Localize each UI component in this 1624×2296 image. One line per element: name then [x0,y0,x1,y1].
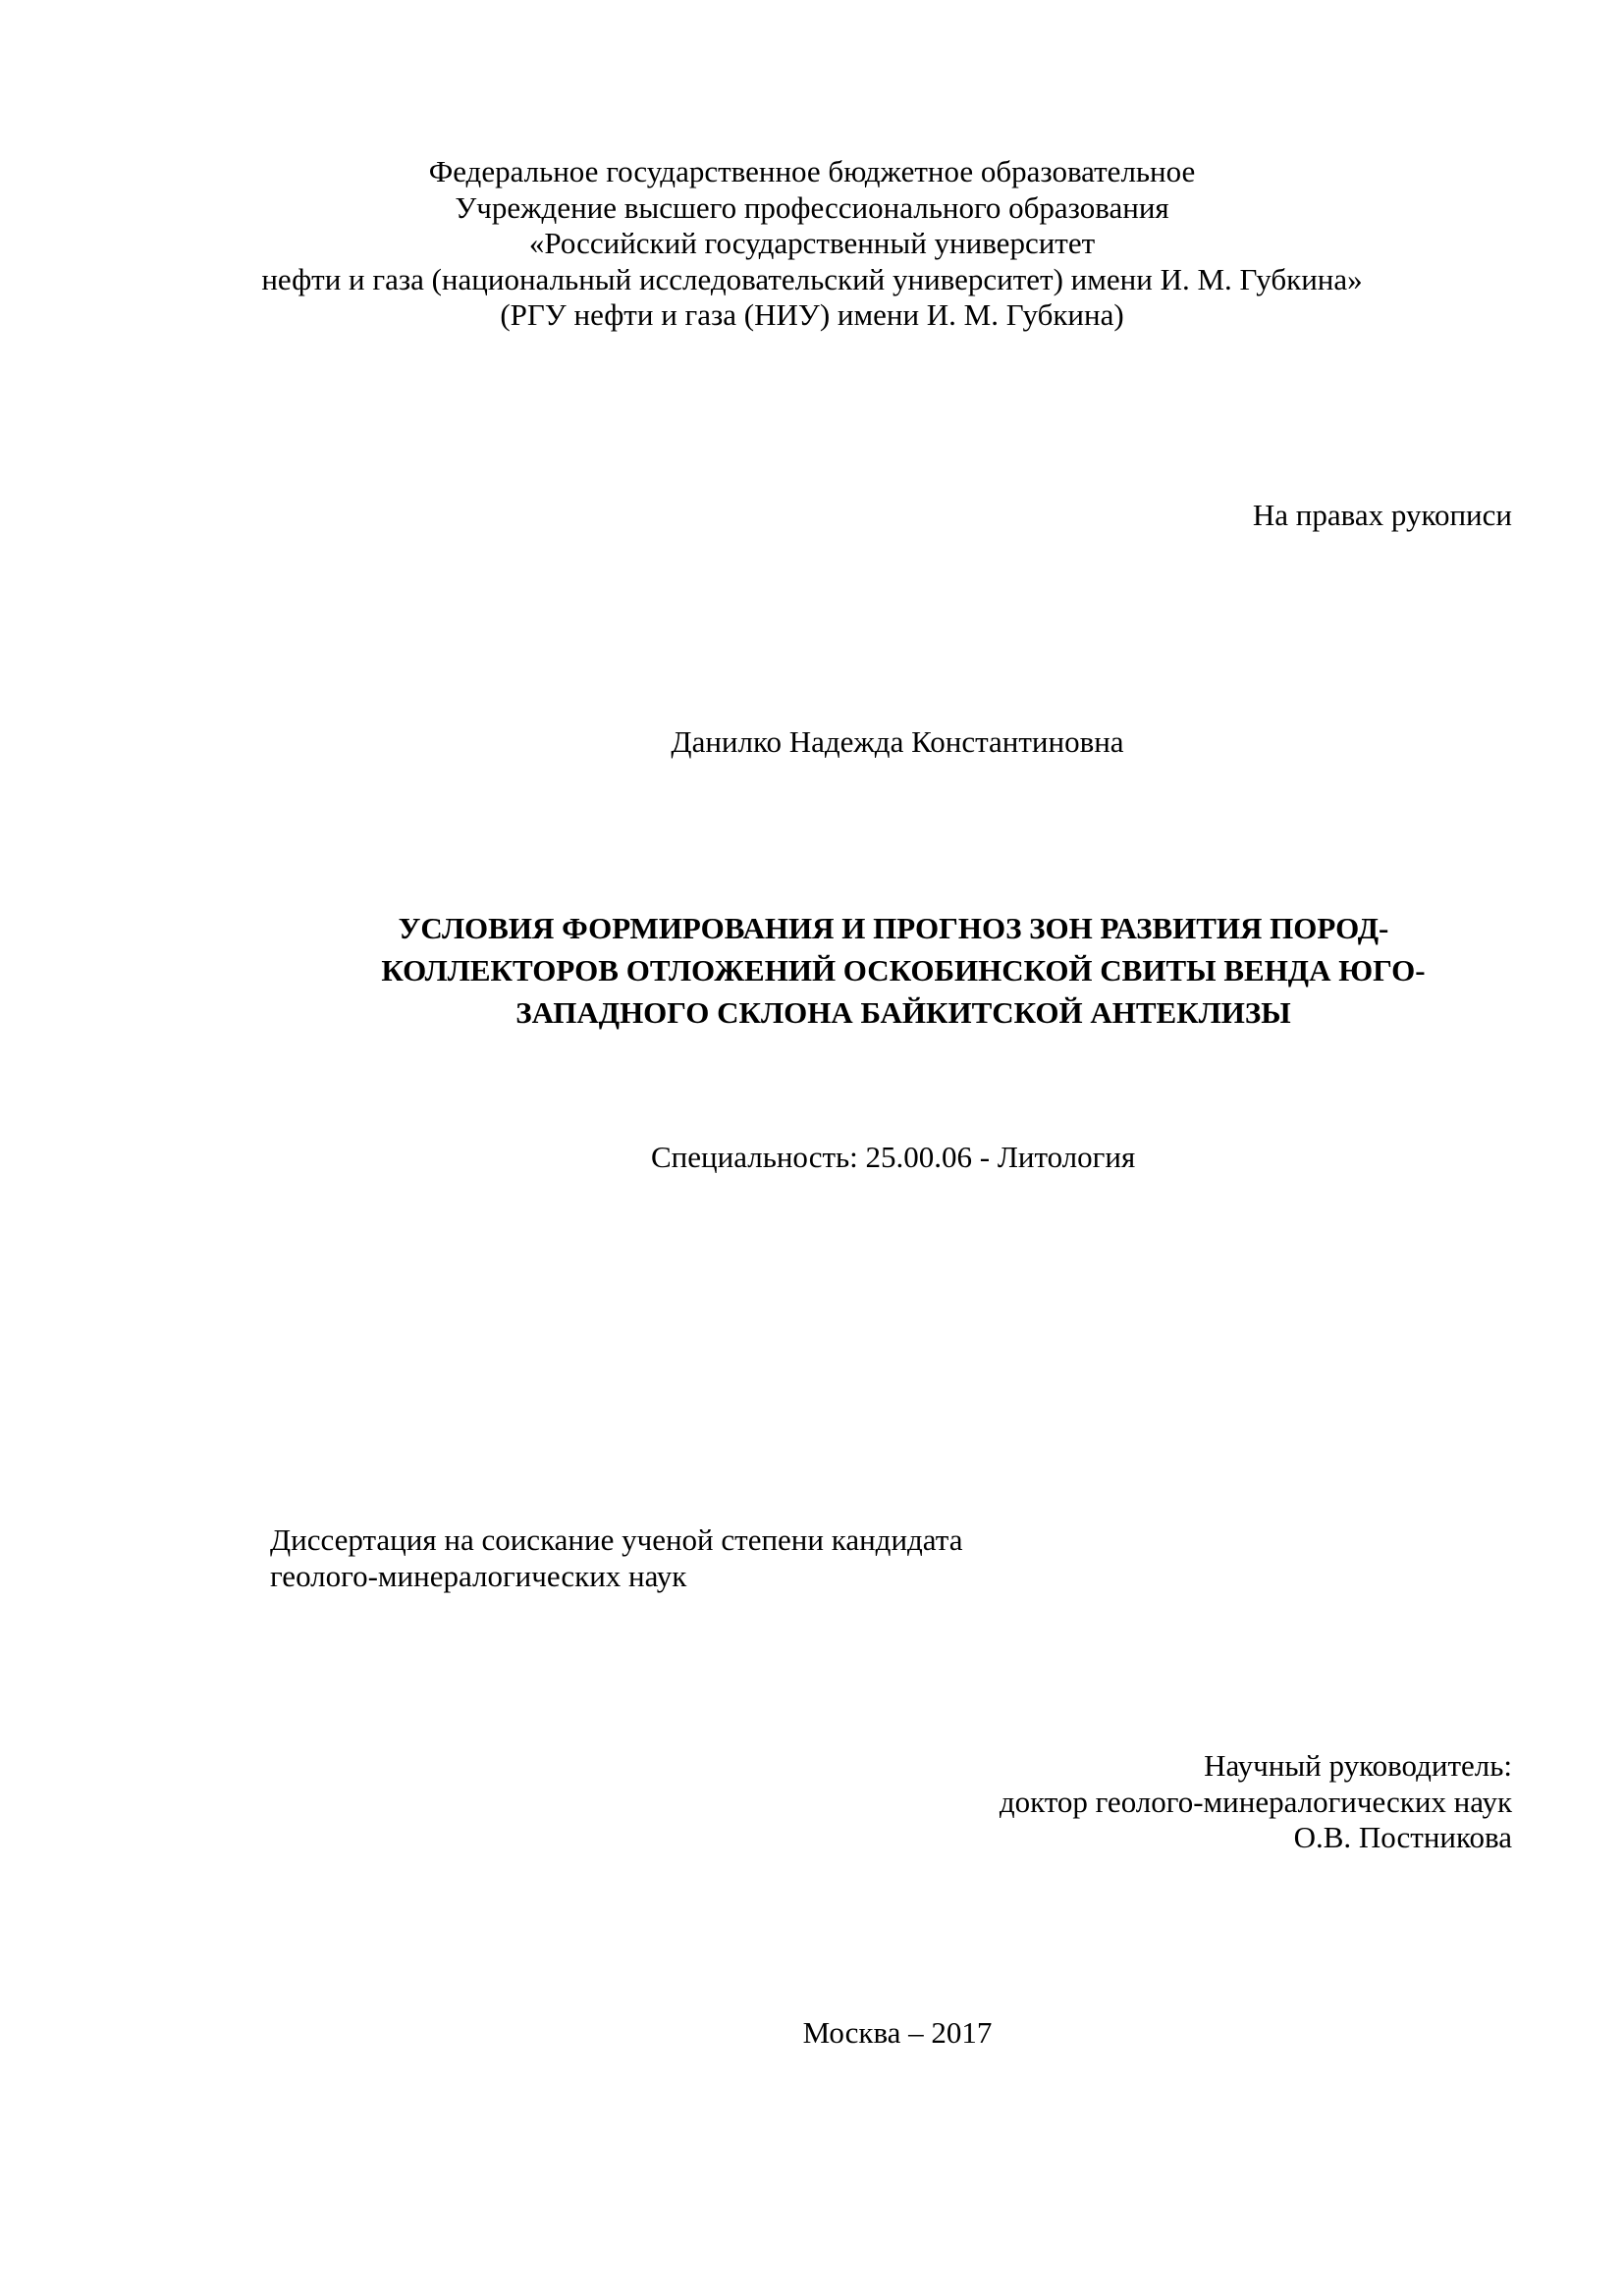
title-line-2: КОЛЛЕКТОРОВ ОТЛОЖЕНИЙ ОСКОБИНСКОЙ СВИТЫ ВЕНДА ЮГО- [381,953,1426,988]
degree-line-2: геолого-минералогических наук [270,1558,687,1593]
city-year: Москва – 2017 [802,2015,993,2050]
org-line-5: (РГУ нефти и газа (НИУ) имени И. М. Губкина) [500,297,1124,332]
org-line-3: «Российский государственный университет [528,226,1096,260]
supervisor-degree: доктор геолого-минералогических наук [999,1784,1512,1819]
org-line-2: Учреждение высшего профессионального образования [455,189,1169,225]
title-line-1: УСЛОВИЯ ФОРМИРОВАНИЯ И ПРОГНОЗ ЗОН РАЗВИТИЯ ПОРОД- [398,911,1389,945]
org-line-4: нефти и газа (национальный исследовательский университет) имени И. М. Губкина» [261,261,1363,296]
supervisor-block [1000,1748,1512,1856]
organization-header [0,154,1624,334]
degree-line-1: Диссертация на соискание ученой степени кандидата [270,1522,963,1557]
specialty: Специальность: 25.00.06 - Литология [651,1140,1136,1174]
supervisor-name: О.В. Постникова [1293,1820,1512,1854]
title-line-3: ЗАПАДНОГО СКЛОНА БАЙКИТСКОЙ АНТЕКЛИЗЫ [515,995,1291,1030]
manuscript-note: На правах рукописи [1252,498,1512,532]
supervisor-label: Научный руководитель: [1204,1748,1512,1783]
author-name: Данилко Надежда Константиновна [671,724,1124,759]
org-line-1: Федеральное государственное бюджетное образовательное [428,154,1196,188]
dissertation-degree [270,1522,962,1594]
